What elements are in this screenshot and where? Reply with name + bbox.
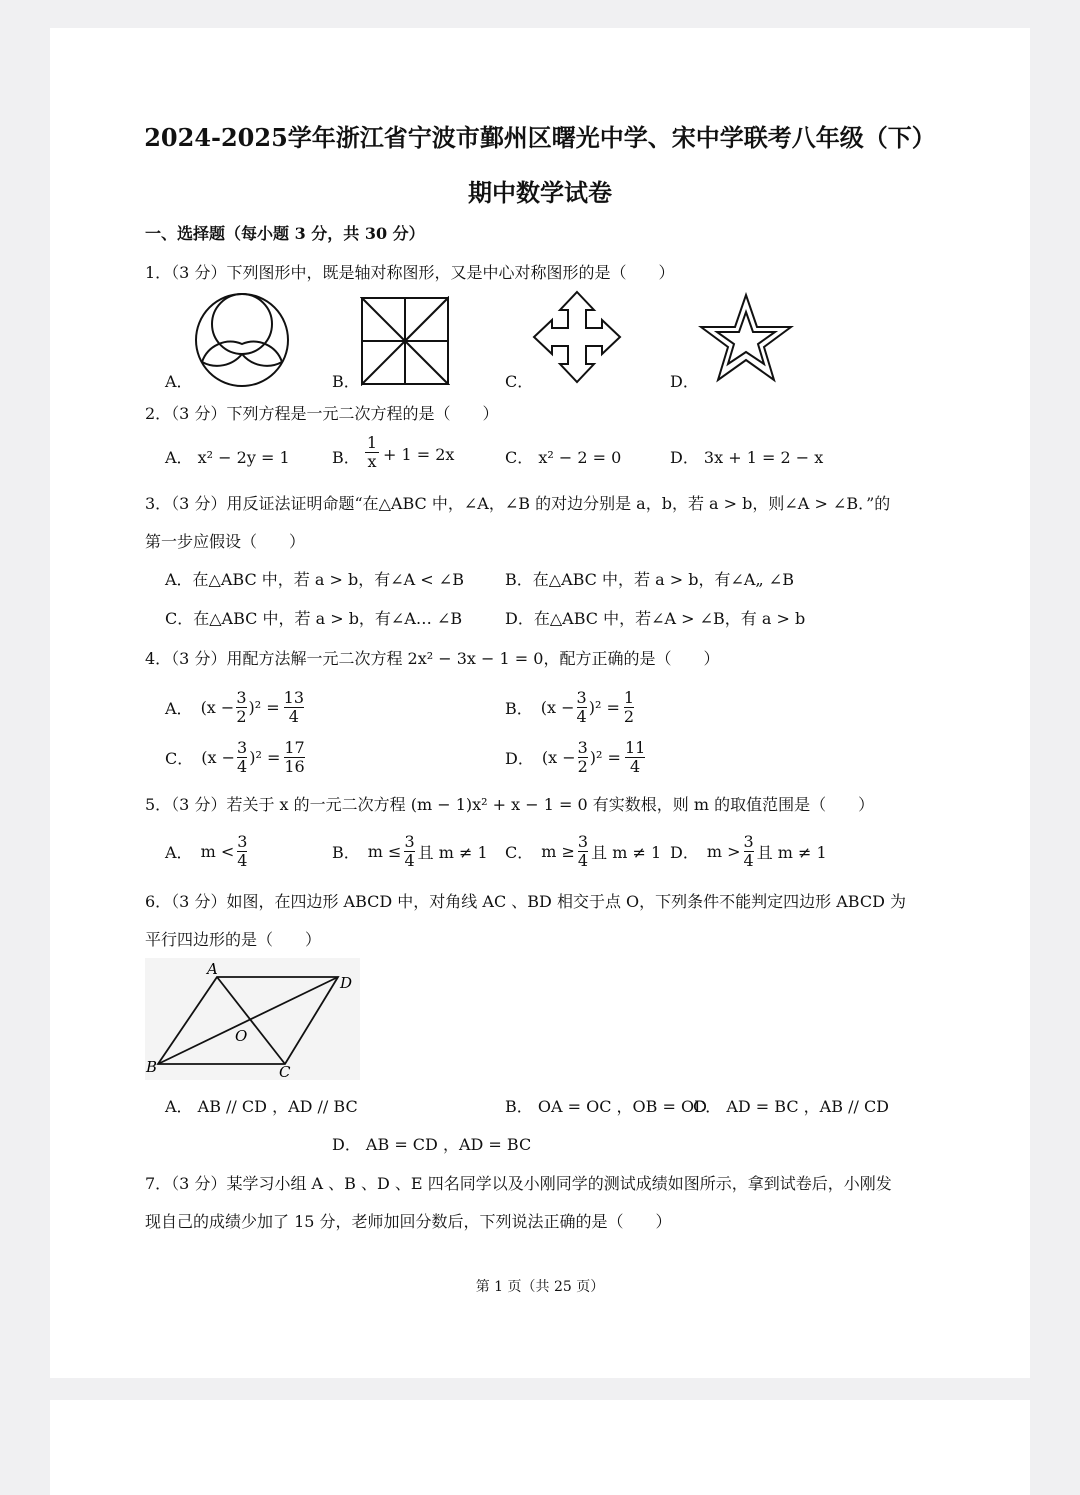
q5-b-pre: m ≤: [367, 842, 402, 861]
q2-option-b-label: B．: [332, 448, 360, 467]
q5-d-label: D．: [670, 843, 699, 862]
q5-a-label: A．: [165, 843, 193, 862]
q2-option-b-fraction: [365, 434, 379, 471]
q2-option-d: D． 3x + 1 = 2 − x: [670, 448, 824, 467]
q4-d-prefix: (x −: [541, 748, 576, 767]
q4-c-frac2: [284, 739, 304, 776]
q2-b-numerator: 1: [366, 433, 378, 452]
question-7-stem-line2: 现自己的成绩少加了 15 分，老师加回分数后，下列说法正确的是（ ）: [145, 1212, 672, 1231]
q5-a-den: 4: [237, 851, 248, 870]
q4-a-frac1: [236, 689, 246, 726]
q4-d-frac1: [578, 739, 588, 776]
q3-option-c: C．在△ABC 中，若 a > b，有∠A… ∠B: [165, 609, 463, 628]
q4-d-label: D．: [505, 749, 534, 768]
q5-d-pre: m >: [706, 842, 741, 861]
q5-b-post: 且 m ≠ 1: [417, 843, 488, 862]
q4-b-frac1: [577, 689, 587, 726]
q5-d-frac: [744, 833, 754, 870]
q2-option-c: C． x² − 2 = 0: [505, 448, 622, 467]
q4-a-mid: )² =: [248, 698, 280, 717]
q4-option-c: [165, 739, 305, 776]
q5-a-frac: [237, 833, 247, 870]
q4-a-n1: 3: [236, 688, 247, 707]
exam-title-line1: 2024-2025学年浙江省宁波市鄞州区曙光中学、宋中学联考八年级（下）: [144, 123, 936, 152]
q4-b-mid: )² =: [588, 698, 620, 717]
q4-b-label: B．: [505, 699, 533, 718]
q6-option-a: A． AB // CD ，AD // BC: [165, 1097, 358, 1116]
q5-option-d: [670, 833, 827, 870]
question-5-stem: 5．（3 分）若关于 x 的一元二次方程 (m − 1)x² + x − 1 = 0 有实数根，则 m 的取值范围是（ ）: [145, 795, 875, 814]
q4-c-d1: 4: [237, 757, 248, 776]
q5-d-num: 3: [743, 832, 754, 851]
question-4-stem: 4．（3 分）用配方法解一元二次方程 2x² − 3x − 1 = 0，配方正确的是（ ）: [145, 649, 720, 668]
exam-title-line2: 期中数学试卷: [468, 178, 612, 207]
exam-page: [50, 28, 1030, 1378]
q4-d-frac2: [625, 739, 645, 776]
page-footer: 第 1 页（共 25 页）: [475, 1279, 605, 1295]
q5-d-post: 且 m ≠ 1: [756, 843, 827, 862]
question-3-stem-line2: 第一步应假设（ ）: [145, 532, 306, 551]
parallelogram-figure: [145, 958, 360, 1080]
q4-b-d1: 4: [576, 707, 587, 726]
q5-c-label: C．: [505, 843, 534, 862]
q2-b-denominator: x: [367, 452, 377, 471]
q1-label-d: D．: [670, 372, 699, 391]
trefoil-circle-figure: [192, 290, 292, 390]
pinwheel-figure: [360, 296, 450, 386]
q5-a-pre: m <: [200, 842, 235, 861]
q4-d-n1: 3: [577, 738, 588, 757]
q4-c-d2: 16: [284, 757, 305, 776]
q5-b-num: 3: [404, 832, 415, 851]
q4-a-d1: 2: [236, 707, 247, 726]
question-6-stem-line1: 6．（3 分）如图，在四边形 ABCD 中，对角线 AC 、BD 相交于点 O，下列条件不能判定四边形 ABCD 为: [145, 892, 906, 911]
q4-c-n1: 3: [237, 738, 248, 757]
q3-option-a: A．在△ABC 中，若 a > b，有∠A < ∠B: [165, 570, 464, 589]
q4-d-n2: 11: [624, 738, 646, 757]
q4-c-frac1: [237, 739, 247, 776]
q4-option-a: [165, 689, 304, 726]
q4-a-d2: 4: [288, 707, 299, 726]
q4-c-prefix: (x −: [201, 748, 236, 767]
q1-label-a: A．: [165, 372, 193, 391]
point-c-label: C: [279, 1063, 291, 1080]
question-3-stem-line1: 3．（3 分）用反证法证明命题“在△ABC 中，∠A，∠B 的对边分别是 a，b，若 a > b，则∠A > ∠B．”的: [145, 494, 891, 513]
q5-c-num: 3: [577, 832, 589, 851]
point-b-label: B: [146, 1058, 158, 1076]
q4-d-d2: 4: [630, 757, 641, 776]
question-2-stem: 2．（3 分）下列方程是一元二次方程的是（ ）: [145, 404, 499, 423]
q4-b-n2: 1: [623, 688, 635, 707]
star-figure: [698, 292, 794, 384]
q4-d-mid: )² =: [589, 748, 621, 767]
question-7-stem-line1: 7．（3 分）某学习小组 A 、B 、D 、E 四名同学以及小刚同学的测试成绩如图所示，拿到试卷后，小刚发: [145, 1174, 892, 1193]
q6-option-b: B． OA = OC ，OB = OD: [505, 1097, 707, 1116]
q5-d-den: 4: [743, 851, 754, 870]
question-6-stem-line2: 平行四边形的是（ ）: [145, 930, 322, 949]
q4-a-frac2: [284, 689, 304, 726]
q3-option-d: D．在△ABC 中，若∠A > ∠B，有 a > b: [505, 609, 806, 628]
q4-c-label: C．: [165, 749, 194, 768]
q1-label-c: C．: [505, 372, 534, 391]
q4-a-n2: 13: [283, 688, 305, 707]
q5-c-den: 4: [577, 851, 589, 870]
q4-c-mid: )² =: [249, 748, 281, 767]
q5-c-post: 且 m ≠ 1: [591, 843, 662, 862]
point-o-label: O: [235, 1027, 248, 1045]
q4-b-d2: 2: [623, 707, 635, 726]
q6-option-c: C． AD = BC ，AB // CD: [693, 1097, 890, 1116]
q5-option-b: [332, 833, 488, 870]
q4-c-n2: 17: [284, 738, 305, 757]
point-d-label: D: [340, 974, 353, 992]
q1-label-b: B．: [332, 372, 360, 391]
q6-option-d: D． AB = CD ，AD = BC: [332, 1135, 532, 1154]
q5-b-label: B．: [332, 843, 360, 862]
q5-c-pre: m ≥: [541, 842, 575, 861]
q4-b-frac2: [624, 689, 634, 726]
section-heading: 一、选择题（每小题 3 分，共 30 分）: [145, 224, 425, 243]
q4-b-prefix: (x −: [540, 698, 575, 717]
point-a-label: A: [207, 960, 218, 978]
four-arrows-figure: [532, 290, 622, 384]
q5-option-c: [505, 833, 661, 870]
q4-d-d1: 2: [577, 757, 588, 776]
q4-option-b: [505, 689, 634, 726]
q4-a-label: A．: [165, 699, 193, 718]
q4-b-n1: 3: [576, 688, 587, 707]
q5-b-frac: [404, 833, 414, 870]
q5-a-num: 3: [237, 832, 248, 851]
q3-option-b: B．在△ABC 中，若 a > b，有∠A„ ∠B: [505, 570, 794, 589]
q5-b-den: 4: [404, 851, 415, 870]
q2-option-a: A． x² − 2y = 1: [165, 448, 290, 467]
q5-option-a: [165, 833, 250, 870]
q5-c-frac: [578, 833, 588, 870]
q4-a-prefix: (x −: [200, 698, 235, 717]
q2-option-b-rest: + 1 = 2x: [383, 445, 455, 464]
question-1-stem: 1．（3 分）下列图形中，既是轴对称图形，又是中心对称图形的是（ ）: [145, 263, 675, 282]
next-page-preview: [50, 1400, 1030, 1495]
q4-option-d: [505, 739, 645, 776]
